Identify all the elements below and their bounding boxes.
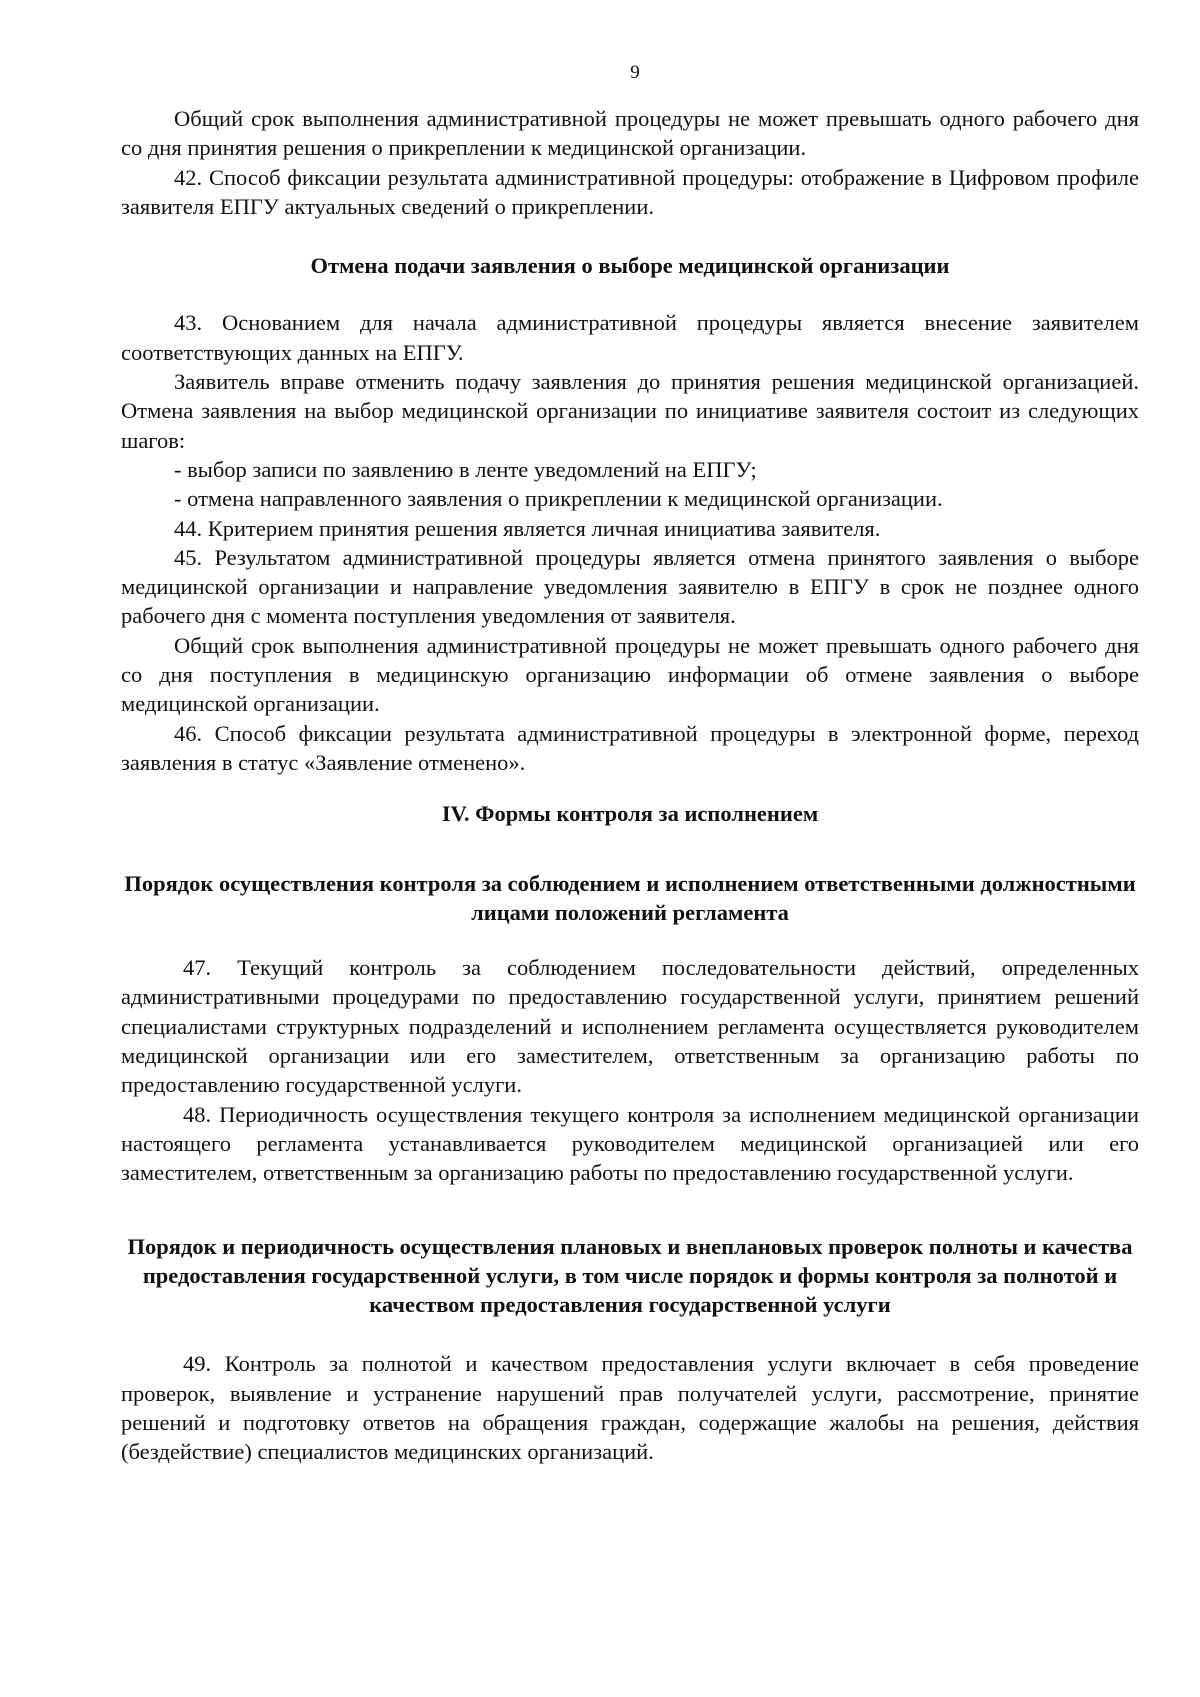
- list-item-step-2: - отмена направленного заявления о прикреплении к медицинской организации.: [174, 486, 943, 512]
- paragraph-48: 48. Периодичность осуществления текущего контроля за исполнением медицинской организации настоящего регламента устанавливается руководителем медицинской организацией или его заместителем, ответственным за организацию работы по предоставлению государственной услуги.: [121, 1101, 1139, 1186]
- heading-cancel-application: Отмена подачи заявления о выборе медицинской организации: [310, 253, 950, 279]
- paragraph-43-cancel-right: Заявитель вправе отменить подачу заявления до принятия решения медицинской организацией. Отмена заявления на выбор медицинской организации по инициативе заявителя состоит из следующих шагов:: [121, 369, 1139, 453]
- paragraph-45: 45. Результатом административной процедуры является отмена принятого заявления о выборе медицинской организации и направление уведомления заявителю в ЕПГУ в срок не позднее одного рабочего дня с момента поступления уведомления от заявителя.: [121, 544, 1139, 629]
- page-number: 9: [630, 62, 640, 83]
- paragraph-49: 49. Контроль за полнотой и качеством предоставления услуги включает в себя проведение проверок, выявление и устранение нарушений прав получателей услуги, рассмотрение, принятие решений и подготовку ответов на обращения граждан, содержащие жалобы на решения, действия (бездействие) специалистов медицинских организаций.: [121, 1351, 1139, 1465]
- paragraph-45-term: Общий срок выполнения административной процедуры не может превышать одного рабочего дня со дня поступления в медицинскую организацию информации об отмене заявления о выборе медицинской организации.: [121, 632, 1139, 717]
- paragraph-46: 46. Способ фиксации результата административной процедуры в электронной форме, переход заявления в статус «Заявление отменено».: [121, 720, 1139, 775]
- document-body: [121, 104, 1139, 1467]
- paragraph-44: 44. Критерием принятия решения является личная инициатива заявителя.: [174, 515, 881, 541]
- paragraph-47: 47. Текущий контроль за соблюдением последовательности действий, определенных административными процедурами по предоставлению государственной услуги, принятием решений специалистами структурных подразделений и исполнением регламента осуществляется руководителем медицинской организации или его заместителем, ответственным за организацию работы по предоставлению государственной услуги.: [121, 955, 1139, 1098]
- heading-control-order: Порядок осуществления контроля за соблюдением и исполнением ответственными должностными лицами положений регламента: [124, 870, 1136, 925]
- paragraph-43: 43. Основанием для начала административной процедуры является внесение заявителем соответствующих данных на ЕПГУ.: [121, 310, 1139, 365]
- heading-section-4: IV. Формы контроля за исполнением: [441, 801, 819, 827]
- paragraph-42: 42. Способ фиксации результата административной процедуры: отображение в Цифровом профиле заявителя ЕПГУ актуальных сведений о прикреплении.: [121, 164, 1139, 219]
- list-item-step-1: - выбор записи по заявлению в ленте уведомлений на ЕПГУ;: [174, 456, 757, 482]
- heading-checks-order: Порядок и периодичность осуществления плановых и внеплановых проверок полноты и качества предоставления государственной услуги, в том числе порядок и формы контроля за полнотой и качеством предоставления государственной услуги: [127, 1233, 1133, 1318]
- paragraph-general-term: Общий срок выполнения административной процедуры не может превышать одного рабочего дня со дня принятия решения о прикреплении к медицинской организации.: [121, 106, 1139, 161]
